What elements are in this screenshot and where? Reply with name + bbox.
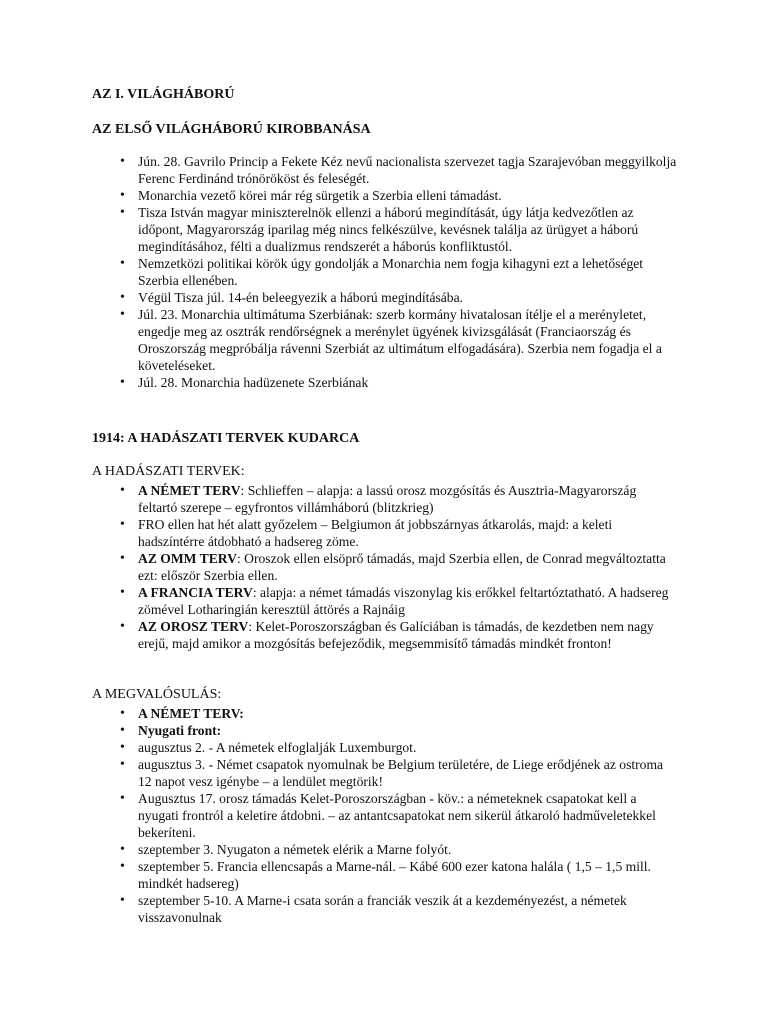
section3-subheading: A MEGVALÓSULÁS: xyxy=(92,687,222,702)
list-item: • szeptember 5. Francia ellencsapás a Marne-nál. – Kábé 600 ezer katona halála ( 1,5 – 1,5 mill. mindkét hadsereg) xyxy=(118,858,678,892)
list-item: • Jún. 28. Gavrilo Princip a Fekete Kéz nevű nacionalista szervezet tagja Szarajevóban meggyilkolja Ferenc Ferdinánd trónörököst és feleségét. xyxy=(118,153,678,187)
list-item: • FRO ellen hat hét alatt győzelem – Belgiumon át jobbszárnyas átkarolás, majd: a keleti hadszíntérre átdobható a hadsereg zöme. xyxy=(118,516,678,550)
list-item: • Végül Tisza júl. 14-én beleegyezik a háború megindításába. xyxy=(118,289,678,306)
document-title: AZ I. VILÁGHÁBORÚ xyxy=(92,87,235,102)
section2-list xyxy=(118,482,678,652)
list-item: • szeptember 3. Nyugaton a németek elérik a Marne folyót. xyxy=(118,841,678,858)
list-item: • AZ OMM TERV: Oroszok ellen elsöprő támadás, majd Szerbia ellen, de Conrad megváltoztatta ezt: először Szerbia ellen. xyxy=(118,550,678,584)
list-item: • Nemzetközi politikai körök úgy gondolják a Monarchia nem fogja kihagyni ezt a lehetőséget Szerbia ellenében. xyxy=(118,255,678,289)
section2-heading: 1914: A HADÁSZATI TERVEK KUDARCA xyxy=(92,431,360,446)
list-item: • Júl. 23. Monarchia ultimátuma Szerbiának: szerb kormány hivatalosan ítélje el a merényletet, engedje meg az osztrák rendőrségnek a merénylet ügyének kivizsgálását (Franciaország és Oroszország megpróbálja rávenni Szerbiát az ultimátum elfogadására). Szerbia nem fogadja el a követeléseket. xyxy=(118,306,678,374)
section1-list xyxy=(118,153,678,391)
section3-list xyxy=(118,705,678,926)
list-item: • Nyugati front: xyxy=(118,722,678,739)
list-item: • Monarchia vezető körei már rég sürgetik a Szerbia elleni támadást. xyxy=(118,187,678,204)
section2-subheading: A HADÁSZATI TERVEK: xyxy=(92,464,245,479)
list-item: • augusztus 3. - Német csapatok nyomulnak be Belgium területére, de Liege erődjének az ostroma 12 napot vesz igénybe – a lendület megtörik! xyxy=(118,756,678,790)
list-item: • A NÉMET TERV: xyxy=(118,705,678,722)
list-item: • Tisza István magyar miniszterelnök ellenzi a háború megindítását, úgy látja kedvezőtlen az időpont, Magyarország iparilag még nincs felkészülve, kevésnek találja az ürügyet a háború megindításához, félti a dualizmus rendszerét a háborús konfliktustól. xyxy=(118,204,678,255)
list-item: • Augusztus 17. orosz támadás Kelet-Poroszországban - köv.: a németeknek csapatokat kell a nyugati frontról a keletire átdobni. – az antantcsapatokat nem sikerül átkaroló hadműveletekkel bekeríteni. xyxy=(118,790,678,841)
list-item: • A FRANCIA TERV: alapja: a német támadás viszonylag kis erőkkel feltartóztatható. A hadsereg zömével Lotharingián keresztül áttörés a Rajnáig xyxy=(118,584,678,618)
list-item: • szeptember 5-10. A Marne-i csata során a franciák veszik át a kezdeményezést, a németek visszavonulnak xyxy=(118,892,678,926)
list-item: • A NÉMET TERV: Schlieffen – alapja: a lassú orosz mozgósítás és Ausztria-Magyarország feltartó szerepe – egyfrontos villámháború (blitzkrieg) xyxy=(118,482,678,516)
list-item: • augusztus 2. - A németek elfoglalják Luxemburgot. xyxy=(118,739,678,756)
list-item: • AZ OROSZ TERV: Kelet-Poroszországban és Galíciában is támadás, de kezdetben nem nagy erejű, majd amikor a mozgósítás befejeződik, megsemmisítő támadás mindkét fronton! xyxy=(118,618,678,652)
list-item: • Júl. 28. Monarchia hadüzenete Szerbiának xyxy=(118,374,678,391)
section1-heading: AZ ELSŐ VILÁGHÁBORÚ KIROBBANÁSA xyxy=(92,122,371,137)
